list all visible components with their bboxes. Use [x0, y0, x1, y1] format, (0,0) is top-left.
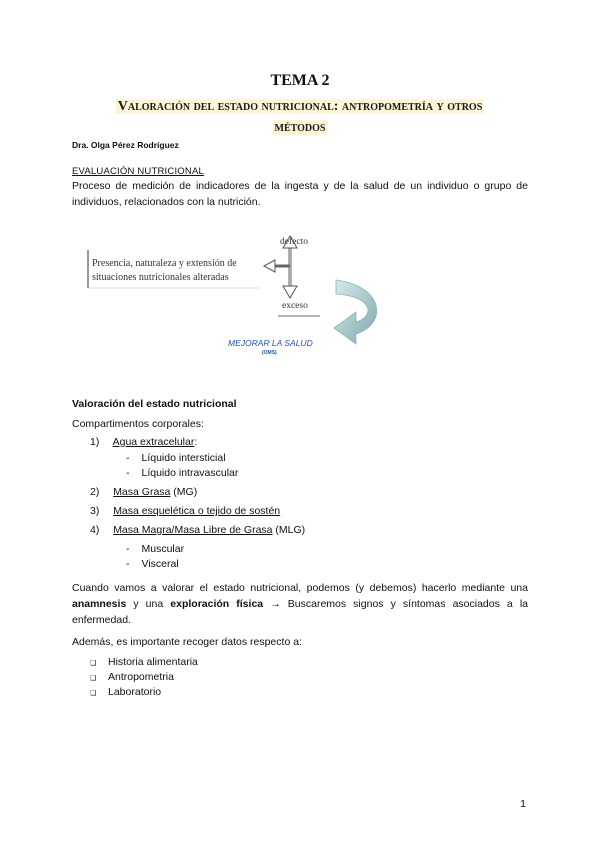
section-heading: EVALUACIÓN NUTRICIONAL [72, 166, 204, 177]
sub-item: - Visceral [126, 558, 179, 570]
label-exceso: exceso [282, 301, 308, 311]
list-item-1 [90, 434, 197, 450]
para-text-a: Cuando vamos a valorar el estado nutricional, podemos (y debemos) hacerlo mediante una [72, 582, 528, 594]
anamnesis-paragraph [72, 580, 528, 628]
item-number: 1) [90, 436, 100, 448]
doc-subtitle [0, 96, 600, 138]
box-text-1: Presencia, naturaleza y extensión de [92, 258, 237, 269]
bullet-label: Historia alimentaria [108, 656, 198, 668]
item-label: Masa Magra/Masa Libre de Grasa [113, 524, 273, 536]
compartimentos-intro: Compartimentos corporales: [72, 418, 204, 430]
box-text-2: situaciones nutricionales alteradas [92, 272, 229, 283]
sub-item-label: Líquido intravascular [141, 467, 239, 479]
item-suffix: (MG) [170, 486, 198, 498]
valoracion-heading: Valoración del estado nutricional [72, 398, 237, 410]
item-label: Masa Grasa [113, 486, 171, 498]
diagram-graphic [84, 224, 404, 364]
anamnesis-term: anamnesis [72, 598, 127, 610]
item-number: 4) [90, 524, 100, 536]
item-number: 2) [90, 486, 100, 498]
sub-item-label: Muscular [141, 543, 185, 555]
list-item-3 [90, 503, 280, 519]
list-item-2 [90, 484, 197, 500]
doc-title: TEMA 2 [270, 72, 330, 89]
goal-source: (OMS) [262, 350, 277, 356]
square-bullet-icon: ❑ [90, 690, 97, 697]
definition-paragraph: Proceso de medición de indicadores de la ingesta y de la salud de un individuo o grupo de individuos, relacionados con la nutrición. [72, 180, 528, 208]
curved-arrow-icon [334, 280, 377, 344]
para-text-y: y una [126, 598, 171, 610]
item-label: Agua extracelular [112, 436, 195, 448]
sub-item: - Líquido intersticial [126, 452, 226, 464]
bullet-label: Antropometria [108, 671, 174, 683]
square-bullet-icon: ❑ [90, 660, 97, 667]
nutrition-diagram [84, 224, 404, 364]
sub-item-label: Visceral [141, 558, 179, 570]
arrow-left-icon [264, 260, 275, 272]
subtitle-line-1: Valoración del estado nutricional: antropometría y otros [117, 99, 483, 114]
goal-text: MEJORAR LA SALUD [228, 338, 313, 348]
subtitle-line-2: métodos [274, 120, 326, 135]
label-defecto: defecto [280, 237, 308, 247]
arrow-down-icon [283, 286, 297, 298]
item-number: 3) [90, 505, 100, 517]
para-text-b: → Buscaremos signos y síntomas asociados a la enfermedad. [72, 598, 529, 626]
list-item-4 [90, 522, 305, 538]
exploracion-term: exploración física [170, 598, 264, 610]
bullet-item [90, 684, 161, 702]
item-suffix: : [194, 436, 198, 448]
sub-item: - Muscular [126, 543, 185, 555]
square-bullet-icon: ❑ [90, 675, 97, 682]
sub-item-label: Líquido intersticial [141, 452, 226, 464]
bullet-label: Laboratorio [108, 686, 162, 698]
sub-item: - Líquido intravascular [126, 467, 239, 479]
page-number: 1 [520, 798, 526, 810]
item-label: Masa esquelética o tejido de sostén [113, 505, 281, 517]
author: Dra. Olga Pérez Rodríguez [72, 140, 179, 150]
ademas-paragraph: Además, es importante recoger datos respecto a: [72, 636, 302, 648]
item-suffix: (MLG) [272, 524, 306, 536]
